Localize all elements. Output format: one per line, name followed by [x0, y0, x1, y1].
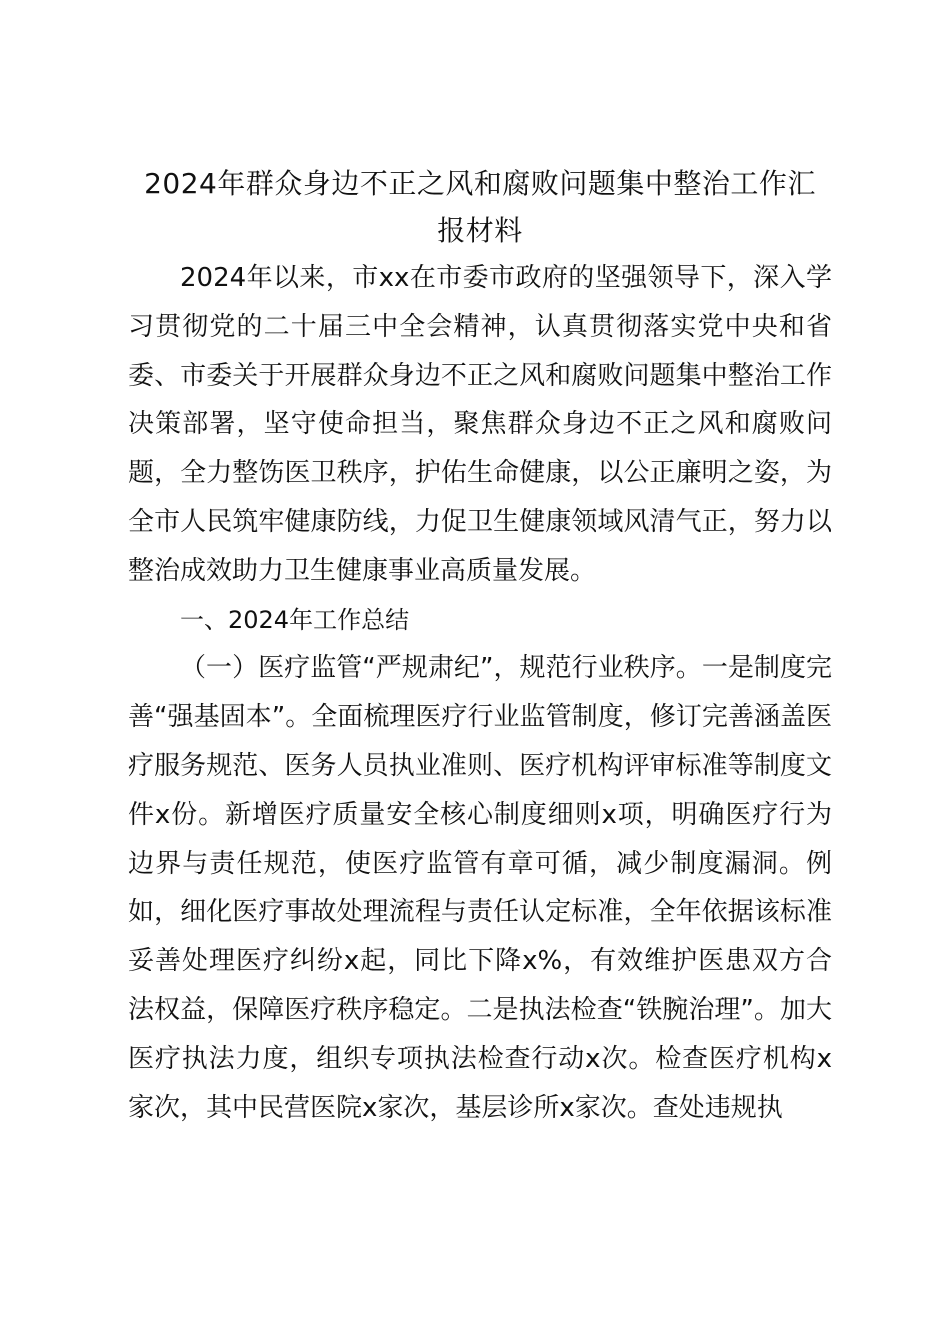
- document-title: [128, 160, 832, 254]
- intro-paragraph: 2024年以来，市xx在市委市政府的坚强领导下，深入学习贯彻党的二十届三中全会精神，认真贯彻落实党中央和省委、市委关于开展群众身边不正之风和腐败问题集中整治工作决策部署，坚守使命担当，聚焦群众身边不正之风和腐败问题，全力整饬医卫秩序，护佑生命健康，以公正廉明之姿，为全市人民筑牢健康防线，力促卫生健康领域风清气正，努力以整治成效助力卫生健康事业高质量发展。: [128, 263, 832, 586]
- document-page: [128, 160, 832, 1132]
- section-heading-1: 一、2024年工作总结: [180, 605, 410, 634]
- title-line-2: 报材料: [437, 214, 523, 247]
- section-1-paragraph-1: （一）医疗监管“严规肃纪”，规范行业秩序。一是制度完善“强基固本”。全面梳理医疗行业监管制度，修订完善涵盖医疗服务规范、医务人员执业准则、医疗机构评审标准等制度文件x份。新增医疗质量安全核心制度细则x项，明确医疗行为边界与责任规范，使医疗监管有章可循，减少制度漏洞。例如，细化医疗事故处理流程与责任认定标准，全年依据该标准妥善处理医疗纠纷x起，同比下降x%，有效维护医患双方合法权益，保障医疗秩序稳定。二是执法检查“铁腕治理”。加大医疗执法力度，组织专项执法检查行动x次。检查医疗机构x家次，其中民营医院x家次，基层诊所x家次。查处违规执: [128, 653, 832, 1123]
- title-line-1: 2024年群众身边不正之风和腐败问题集中整治工作汇: [144, 167, 816, 200]
